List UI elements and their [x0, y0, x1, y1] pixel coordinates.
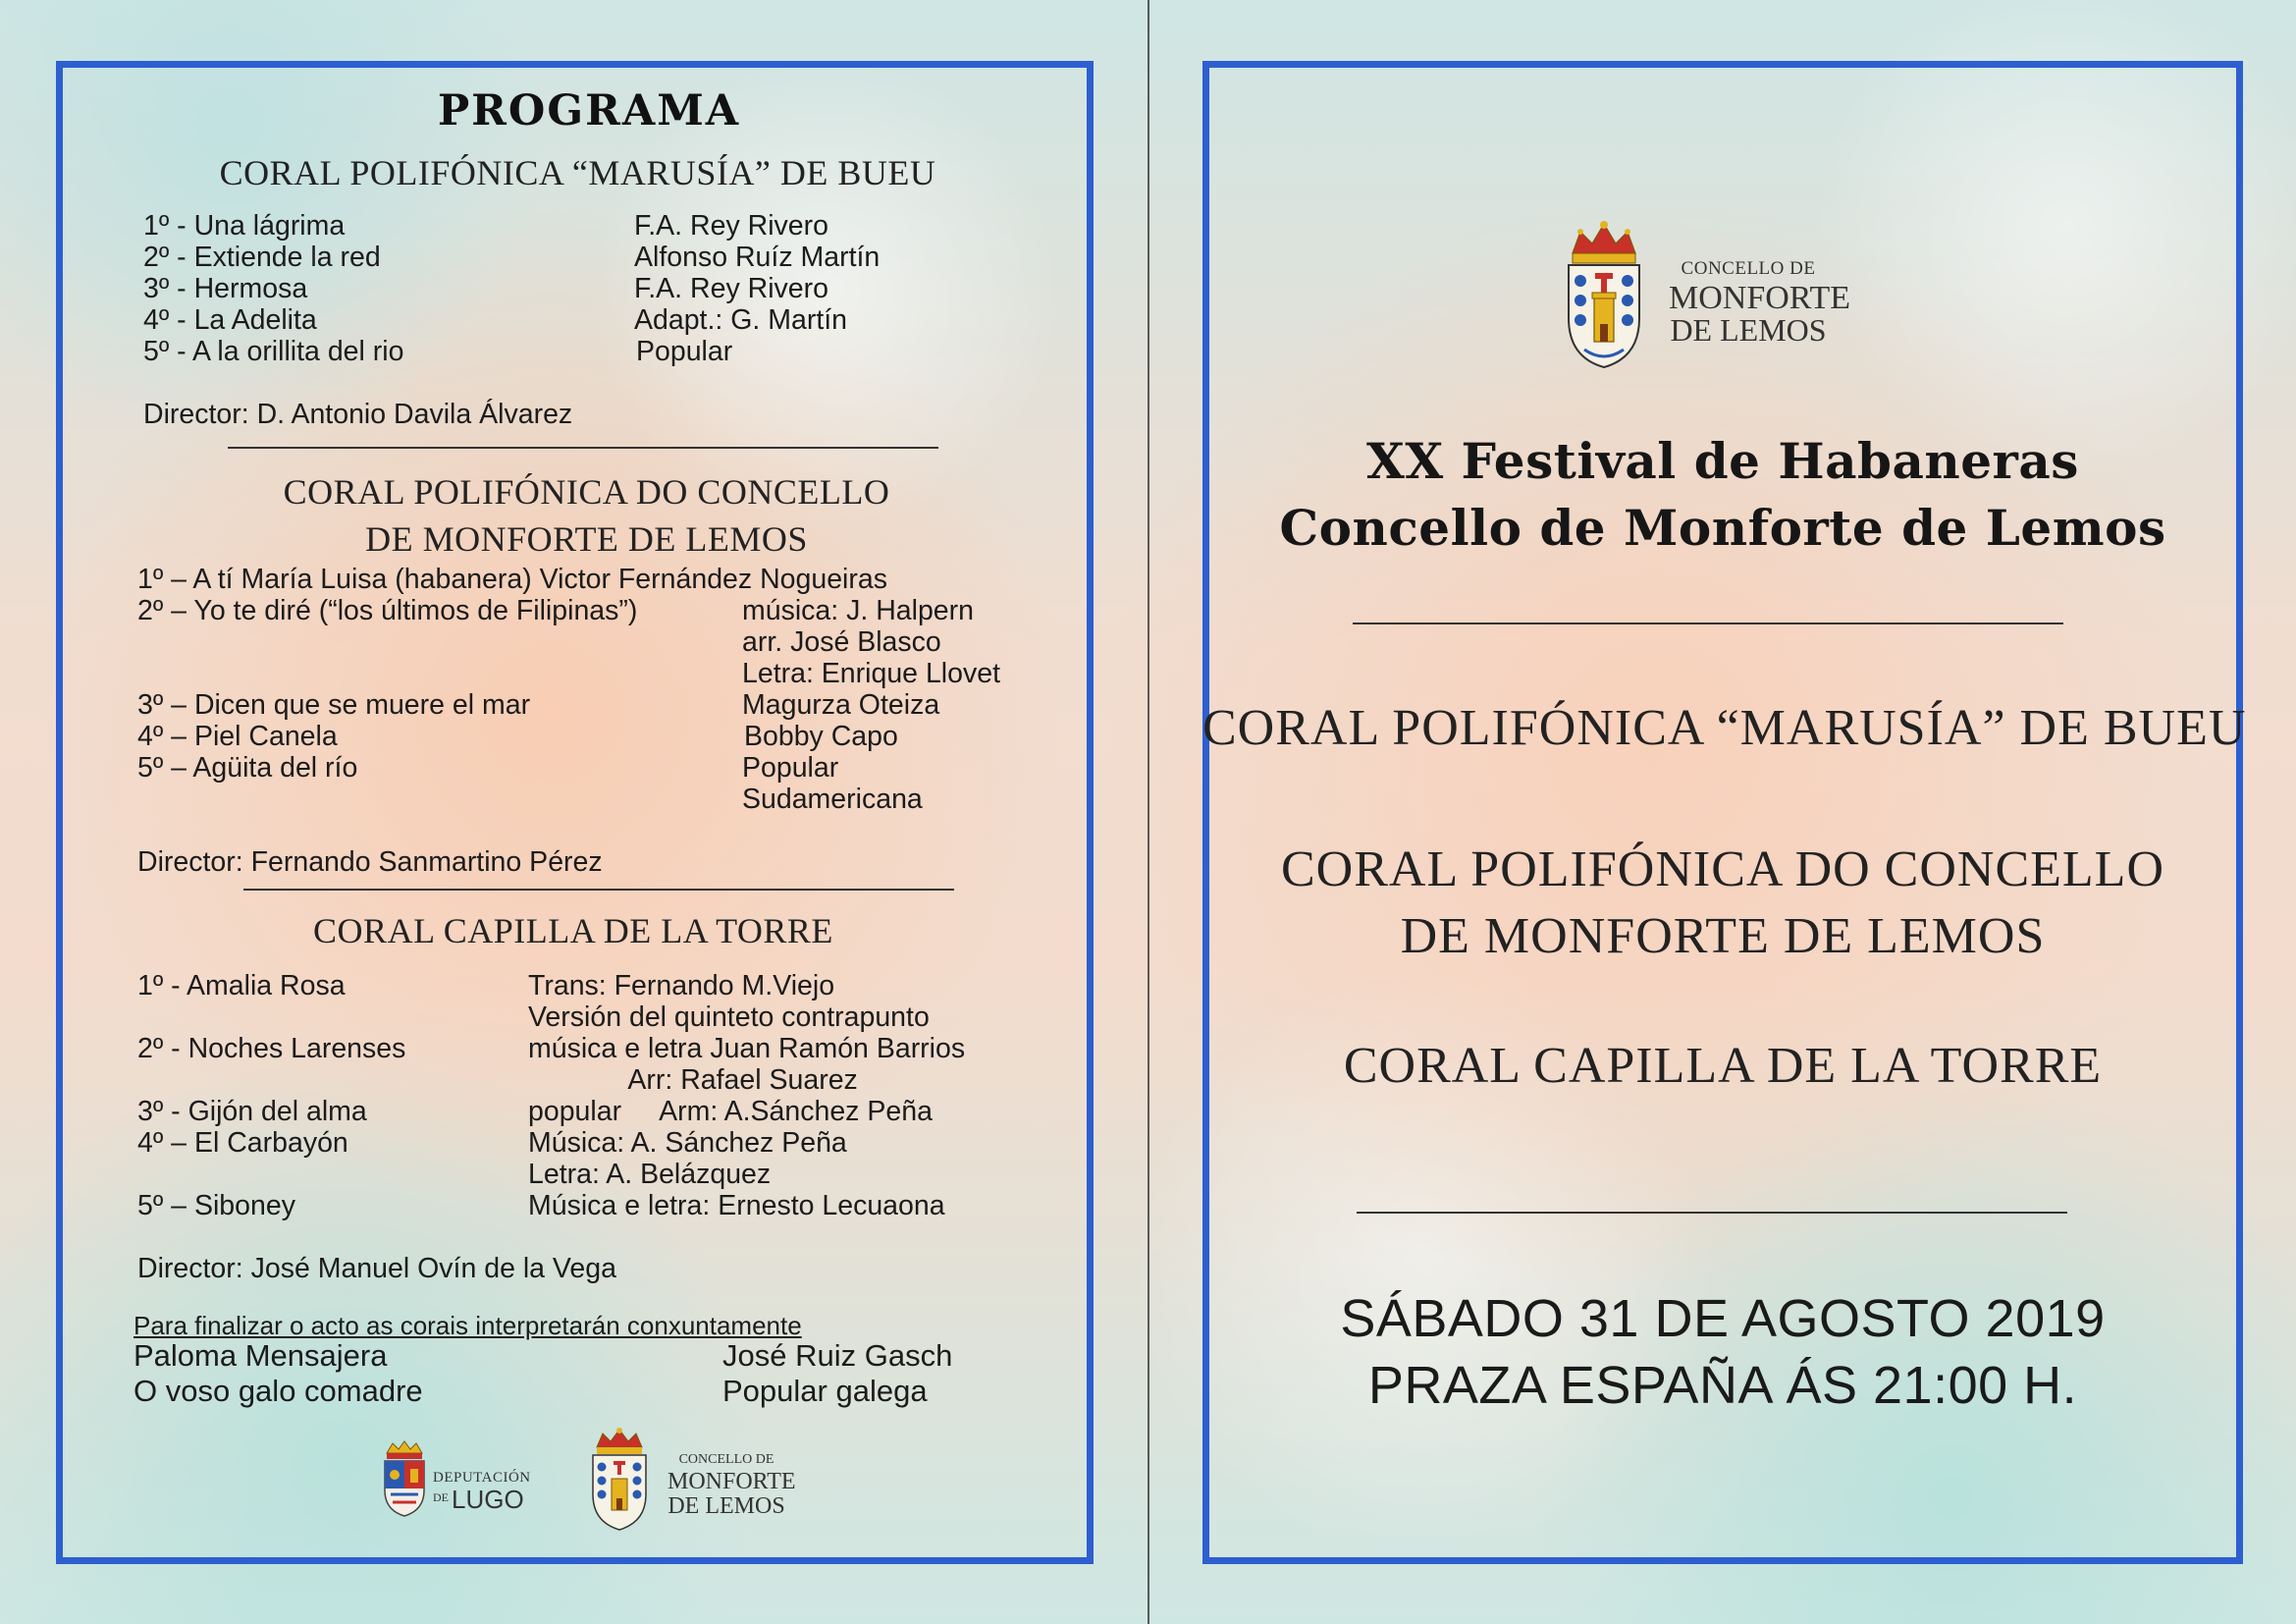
page-fold-line — [1148, 0, 1149, 1624]
choir3-author-1b: Versión del quinteto contrapunto — [528, 1001, 930, 1033]
choir3-author-4: Música: A. Sánchez Peña — [528, 1127, 847, 1159]
deputacion-logo-line2: LUGO — [452, 1485, 524, 1514]
section-divider — [228, 447, 938, 449]
choir2-author-2b: arr. José Blasco — [742, 626, 941, 658]
finale-author-1: José Ruiz Gasch — [722, 1338, 953, 1373]
choir1-author-5: Popular — [636, 336, 733, 367]
title-divider — [1353, 623, 2063, 624]
choir1-author-4: Adapt.: G. Martín — [634, 304, 848, 336]
choir1-song-3: 3º - Hermosa — [143, 273, 308, 304]
right-choir2-line1: CORAL POLIFÓNICA DO CONCELLO — [1281, 841, 2164, 897]
event-date: SÁBADO 31 DE AGOSTO 2019 — [1340, 1289, 2106, 1348]
choir2-song-2: 2º – Yo te diré (“los últimos de Filipinas”) — [137, 595, 638, 626]
deputacion-logo-line1: DEPUTACIÓN — [433, 1470, 531, 1486]
choir1-heading: CORAL POLIFÓNICA “MARUSÍA” DE BUEU — [219, 153, 936, 192]
choir2-heading-line1: CORAL POLIFÓNICA DO CONCELLO — [283, 472, 890, 512]
festival-title-line1: XX Festival de Habaneras — [1366, 432, 2079, 490]
monforte-crest-icon — [1563, 220, 1645, 369]
section-divider — [243, 889, 954, 891]
choir2-author-3: Magurza Oteiza — [742, 689, 940, 721]
date-divider — [1357, 1212, 2067, 1214]
choir2-director: Director: Fernando Sanmartino Pérez — [137, 846, 603, 878]
choir2-song-1: 1º – A tí María Luisa (habanera) Victor Fernández Nogueiras — [137, 564, 887, 595]
monforte-crest-small-icon — [587, 1426, 652, 1532]
choir2-song-3: 3º – Dicen que se muere el mar — [137, 689, 531, 721]
choir2-author-2c: Letra: Enrique Llovet — [742, 658, 1000, 689]
choir1-song-2: 2º - Extiende la red — [143, 242, 381, 273]
concello-logo-line2: MONFORTE — [1669, 280, 1850, 316]
choir3-author-2b: Arr: Rafael Suarez — [528, 1064, 858, 1096]
choir1-author-2: Alfonso Ruíz Martín — [634, 242, 881, 273]
deputacion-logo-de: DE — [433, 1490, 449, 1504]
choir2-heading-line2: DE MONFORTE DE LEMOS — [365, 519, 808, 559]
choir3-song-5: 5º – Siboney — [137, 1190, 295, 1221]
choir1-song-1: 1º - Una lágrima — [143, 210, 346, 242]
choir3-author-2: música e letra Juan Ramón Barrios — [528, 1033, 966, 1064]
finale-song-1: Paloma Mensajera — [133, 1338, 388, 1373]
choir2-author-4: Bobby Capo — [744, 721, 898, 752]
concello-logo-small-line2: MONFORTE — [667, 1469, 796, 1494]
concello-logo-line3: DE LEMOS — [1670, 312, 1827, 348]
choir2-author-2a: música: J. Halpern — [742, 595, 975, 626]
deputacion-lugo-crest-icon — [379, 1439, 430, 1518]
right-choir1: CORAL POLIFÓNICA “MARUSÍA” DE BUEU — [1202, 700, 2247, 756]
choir1-director: Director: D. Antonio Davila Álvarez — [143, 399, 573, 430]
choir3-author-4b: Letra: A. Belázquez — [528, 1159, 772, 1190]
choir1-song-4: 4º - La Adelita — [143, 304, 317, 336]
finale-song-2: O voso galo comadre — [133, 1374, 423, 1408]
choir3-director: Director: José Manuel Ovín de la Vega — [137, 1253, 616, 1284]
festival-title-line2: Concello de Monforte de Lemos — [1279, 499, 2166, 557]
finale-intro: Para finalizar o acto as corais interpretarán conxuntamente — [133, 1311, 802, 1340]
choir3-author-1: Trans: Fernando M.Viejo — [528, 970, 835, 1001]
choir2-author-5a: Popular — [742, 752, 839, 784]
choir1-song-5: 5º - A la orillita del rio — [143, 336, 404, 367]
choir2-author-5b: Sudamericana — [742, 784, 923, 815]
choir1-author-1: F.A. Rey Rivero — [634, 210, 828, 242]
finale-author-2: Popular galega — [722, 1374, 928, 1408]
event-place-time: PRAZA ESPAÑA ÁS 21:00 H. — [1367, 1356, 2078, 1415]
choir3-song-2: 2º - Noches Larenses — [137, 1033, 406, 1064]
choir2-song-4: 4º – Piel Canela — [137, 721, 338, 752]
concello-logo-small-line1: CONCELLO DE — [678, 1452, 774, 1467]
concello-logo-small-line3: DE LEMOS — [667, 1493, 785, 1519]
choir2-song-5: 5º – Agüita del río — [137, 752, 358, 784]
choir3-author-3: popular Arm: A.Sánchez Peña — [528, 1096, 933, 1127]
choir1-author-3: F.A. Rey Rivero — [634, 273, 828, 304]
choir3-song-4: 4º – El Carbayón — [137, 1127, 348, 1159]
choir3-song-3: 3º - Gijón del alma — [137, 1096, 367, 1127]
right-choir3: CORAL CAPILLA DE LA TORRE — [1343, 1038, 2103, 1094]
right-choir2-line2: DE MONFORTE DE LEMOS — [1400, 908, 2046, 964]
concello-logo-line1: CONCELLO DE — [1681, 258, 1816, 279]
choir3-author-5: Música e letra: Ernesto Lecuaona — [528, 1190, 945, 1221]
choir3-heading: CORAL CAPILLA DE LA TORRE — [313, 911, 833, 950]
program-title: PROGRAMA — [437, 86, 741, 135]
choir3-song-1: 1º - Amalia Rosa — [137, 970, 346, 1001]
